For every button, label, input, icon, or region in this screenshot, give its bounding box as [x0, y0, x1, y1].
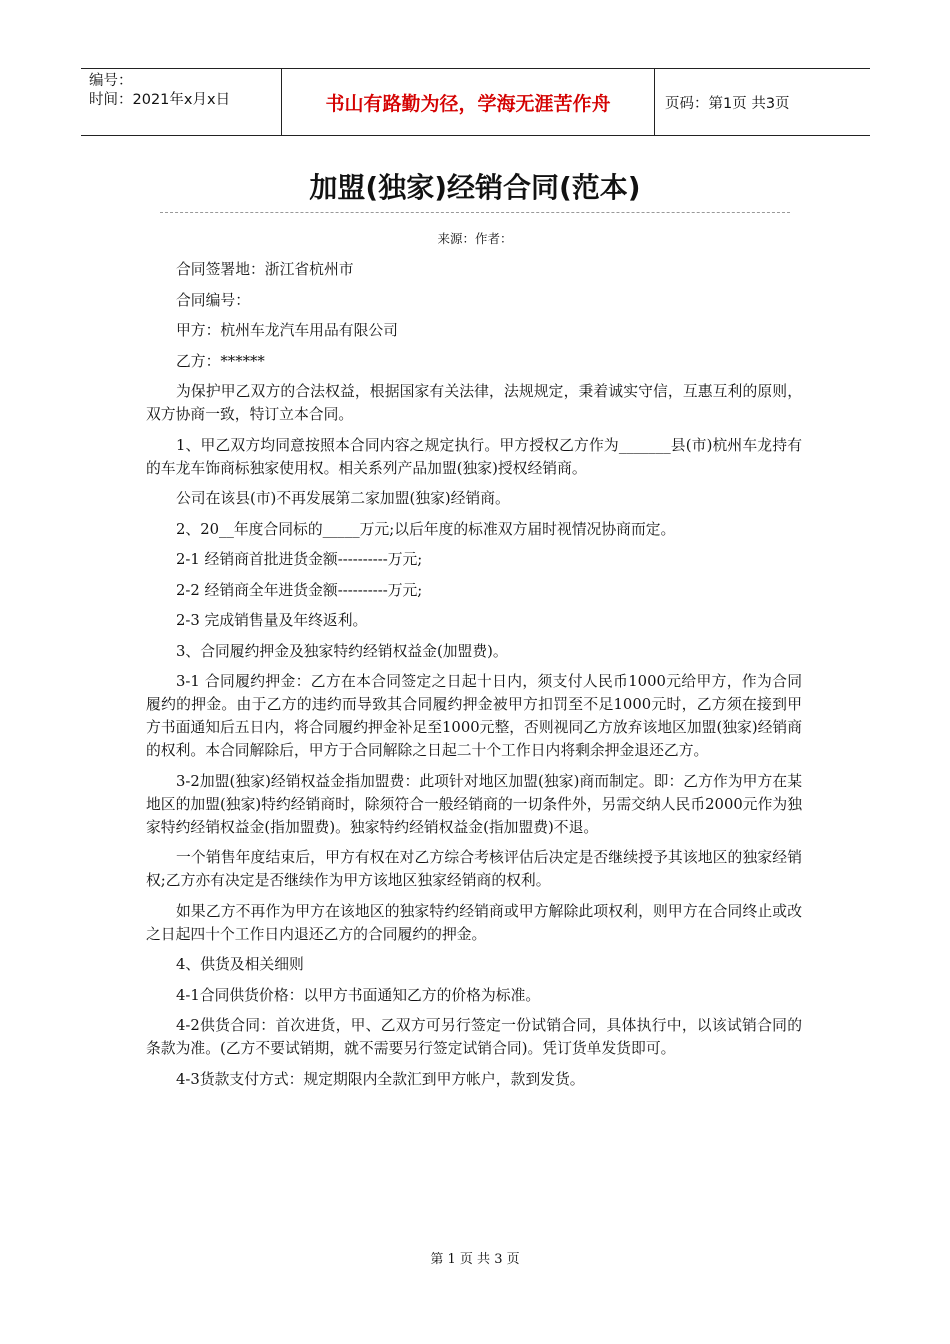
paragraph: 3、合同履约押金及独家特约经销权益金(加盟费)。 [176, 642, 508, 660]
paragraph: 4-1合同供货价格：以甲方书面通知乙方的价格为标准。 [176, 986, 541, 1004]
paragraph: 合同签署地：浙江省杭州市 [176, 261, 354, 278]
paragraph: 一个销售年度结束后，甲方有权在对乙方综合考核评估后决定是否继续授予其该地区的独家经销权;乙方亦有决定是否继续作为甲方该地区独家经销商的权利。 [146, 849, 802, 889]
header-page-info: 页码：第1页 共3页 [665, 95, 790, 112]
paragraph: 2-2 经销商全年进货金额----------万元; [176, 581, 423, 599]
paragraph: 乙方：****** [176, 352, 265, 370]
paragraph: 甲方：杭州车龙汽车用品有限公司 [176, 322, 398, 339]
paragraph: 4-3货款支付方式：规定期限内全款汇到甲方帐户，款到发货。 [176, 1070, 585, 1088]
document-title: 加盟(独家)经销合同(范本) [309, 171, 641, 204]
title-divider [160, 212, 790, 213]
page-footer: 第 1 页 共 3 页 [430, 1252, 520, 1267]
paragraph: 2-1 经销商首批进货金额----------万元; [176, 551, 423, 568]
header-table [81, 68, 870, 136]
source-line: 来源：作者： [437, 231, 513, 246]
paragraph: 3-1 合同履约押金：乙方在本合同签定之日起十日内，须支付人民币1000元给甲方，作为合同履约的押金。由于乙方的违约而导致其合同履约押金被甲方扣罚至不足1000元时，乙方须在接到甲方书面通知后五日内，将合同履约押金补足至1000元整，否则视同乙方放弃该地区加盟(独家)经销商的权利。本合同解除后，甲方于合同解除之日起二十个工作日内将剩余押金退还乙方。 [146, 673, 802, 759]
document-time-label: 时间：2021年x月x日 [89, 92, 231, 108]
paragraph: 2-3 完成销售量及年终返利。 [176, 612, 368, 629]
paragraph: 1、甲乙双方均同意按照本合同内容之规定执行。甲方授权乙方作为_______县(市)杭州车龙持有的车龙车饰商标独家使用权。相关系列产品加盟(独家)授权经销商。 [146, 436, 802, 477]
paragraph: 合同编号： [176, 291, 250, 309]
header-motto: 书山有路勤为径，学海无涯苦作舟 [282, 69, 655, 135]
paragraph: 3-2加盟(独家)经销权益金指加盟费：此项针对地区加盟(独家)商而制定。即：乙方作为甲方在某地区的加盟(独家)特约经销商时，除须符合一般经销商的一切条件外，另需交纳人民币2000元作为独家特约经销权益金(指加盟费)。独家特约经销权益金(指加盟费)不退。 [146, 772, 802, 836]
paragraph: 2、20__年度合同标的_____万元;以后年度的标准双方届时视情况协商而定。 [176, 520, 676, 538]
paragraph: 4、供货及相关细则 [176, 956, 304, 973]
paragraph: 公司在该县(市)不再发展第二家加盟(独家)经销商。 [176, 490, 510, 507]
document-number-label: 编号： [89, 73, 133, 89]
paragraph: 如果乙方不再作为甲方在该地区的独家特约经销商或甲方解除此项权利，则甲方在合同终止或改之日起四十个工作日内退还乙方的合同履约的押金。 [146, 902, 802, 943]
contract-body [146, 258, 802, 1098]
paragraph: 4-2供货合同：首次进货，甲、乙双方可另行签定一份试销合同，具体执行中，以该试销合同的条款为准。(乙方不要试销期，就不需要另行签定试销合同)。凭订货单发货即可。 [146, 1017, 802, 1057]
header-meta-cell [81, 69, 282, 135]
paragraph: 为保护甲乙双方的合法权益，根据国家有关法律，法规规定，秉着诚实守信，互惠互利的原则，双方协商一致，特订立本合同。 [146, 383, 802, 423]
